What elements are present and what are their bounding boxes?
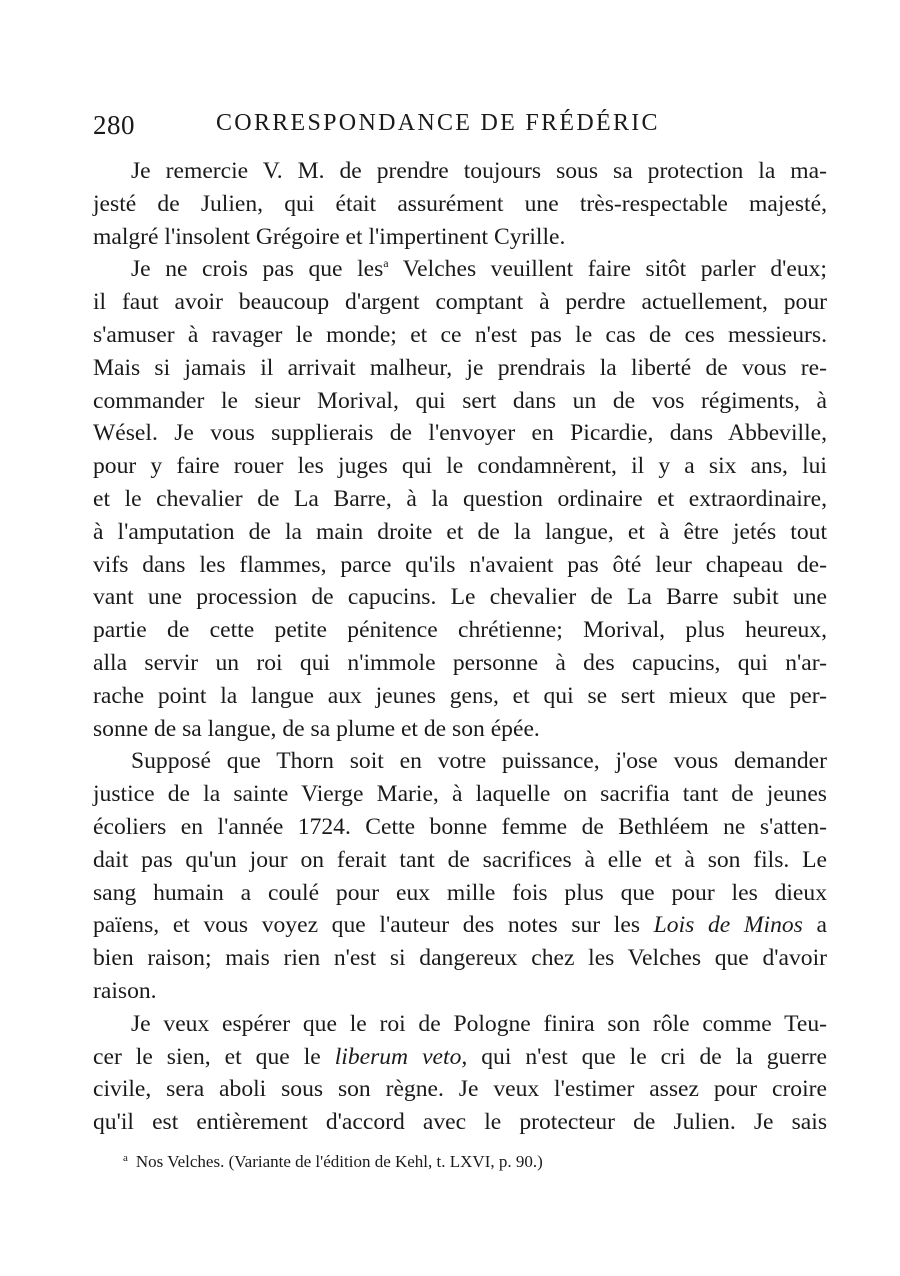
text-line: bien raison; mais rien n'est si dangereux chez les Velches que d'avoir bbox=[93, 945, 827, 972]
text-line: qu'il est entièrement d'accord avec le protecteur de Julien. Je sais bbox=[93, 1109, 827, 1136]
page-number: 280 bbox=[93, 110, 135, 140]
text-segment: Je ne crois pas que les bbox=[131, 256, 384, 283]
text-line: jesté de Julien, qui était assurément une très-respectable majesté, bbox=[93, 190, 827, 217]
text-line: partie de cette petite pénitence chrétienne; Morival, plus heureux, bbox=[93, 617, 827, 644]
text-line: sonne de sa langue, de sa plume et de son épée. bbox=[93, 715, 540, 742]
text-line: il faut avoir beaucoup d'argent comptant à perdre actuellement, pour bbox=[93, 289, 827, 316]
text-line: malgré l'insolent Grégoire et l'impertinent Cyrille. bbox=[93, 223, 566, 250]
text-line: vant une procession de capucins. Le chevalier de La Barre subit une bbox=[93, 584, 827, 611]
text-line: Wésel. Je vous supplierais de l'envoyer en Picardie, dans Abbeville, bbox=[93, 420, 827, 447]
text-segment: Velches veuillent faire sitôt parler d'eux; bbox=[388, 256, 827, 283]
paragraph bbox=[93, 155, 827, 253]
text-line: écoliers en l'année 1724. Cette bonne femme de Bethléem ne s'atten- bbox=[93, 813, 827, 840]
paragraph bbox=[93, 745, 827, 1007]
italic-title: Lois de Minos bbox=[653, 912, 803, 939]
text-line: sang humain a coulé pour eux mille fois plus que pour les dieux bbox=[93, 879, 827, 906]
paragraph bbox=[93, 1008, 827, 1139]
footnote-text: Nos Velches. (Variante de l'édition de Kehl, t. LXVI, p. 90.) bbox=[135, 1152, 543, 1171]
text-line: vifs dans les flammes, parce qu'ils n'avaient pas ôté leur chapeau de- bbox=[93, 551, 827, 578]
text-line bbox=[93, 1041, 827, 1074]
body-text bbox=[93, 155, 827, 1139]
text-line bbox=[93, 909, 827, 942]
text-line: pour y faire rouer les juges qui le condamnèrent, il y a six ans, lui bbox=[93, 453, 827, 480]
text-segment: cer le sien, et que le bbox=[93, 1043, 335, 1070]
footnote bbox=[123, 1152, 543, 1172]
text-line: dait pas qu'un jour on ferait tant de sacrifices à elle et à son fils. Le bbox=[93, 846, 827, 873]
text-line: justice de la sainte Vierge Marie, à laquelle on sacrifia tant de jeunes bbox=[93, 781, 827, 808]
text-segment: païens, et vous voyez que l'auteur des notes sur les bbox=[93, 912, 654, 939]
running-title: CORRESPONDANCE DE FRÉDÉRIC bbox=[216, 110, 660, 136]
text-line: Je remercie V. M. de prendre toujours sous sa protection la ma- bbox=[131, 158, 827, 184]
text-segment: qui n'est que le cri de la guerre bbox=[467, 1043, 827, 1070]
text-line: Mais si jamais il arrivait malheur, je prendrais la liberté de vous re- bbox=[93, 354, 827, 381]
text-line: alla servir un roi qui n'immole personne à des capucins, qui n'ar- bbox=[93, 649, 827, 676]
text-line: et le chevalier de La Barre, à la question ordinaire et extraordinaire, bbox=[93, 485, 827, 512]
footnote-reference: a bbox=[383, 256, 389, 271]
text-line: raison. bbox=[93, 977, 157, 1004]
text-line: s'amuser à ravager le monde; et ce n'est pas le cas de ces messieurs. bbox=[93, 321, 827, 348]
running-head bbox=[93, 110, 828, 146]
text-line: à l'amputation de la main droite et de la langue, et à être jetés tout bbox=[93, 518, 827, 545]
text-line bbox=[93, 253, 827, 286]
text-line: Supposé que Thorn soit en votre puissance, j'ose vous demander bbox=[131, 748, 827, 775]
paragraph bbox=[93, 253, 827, 745]
text-line: civile, sera aboli sous son règne. Je veux l'estimer assez pour croire bbox=[93, 1076, 827, 1103]
italic-phrase: liberum veto, bbox=[334, 1043, 468, 1070]
text-line: commander le sieur Morival, qui sert dans un de vos régiments, à bbox=[93, 387, 827, 414]
text-line: rache point la langue aux jeunes gens, et qui se sert mieux que per- bbox=[93, 682, 827, 709]
footnote-marker: a bbox=[123, 1152, 128, 1164]
text-line: Je veux espérer que le roi de Pologne finira son rôle comme Teu- bbox=[131, 1010, 827, 1037]
text-segment: a bbox=[802, 912, 827, 939]
